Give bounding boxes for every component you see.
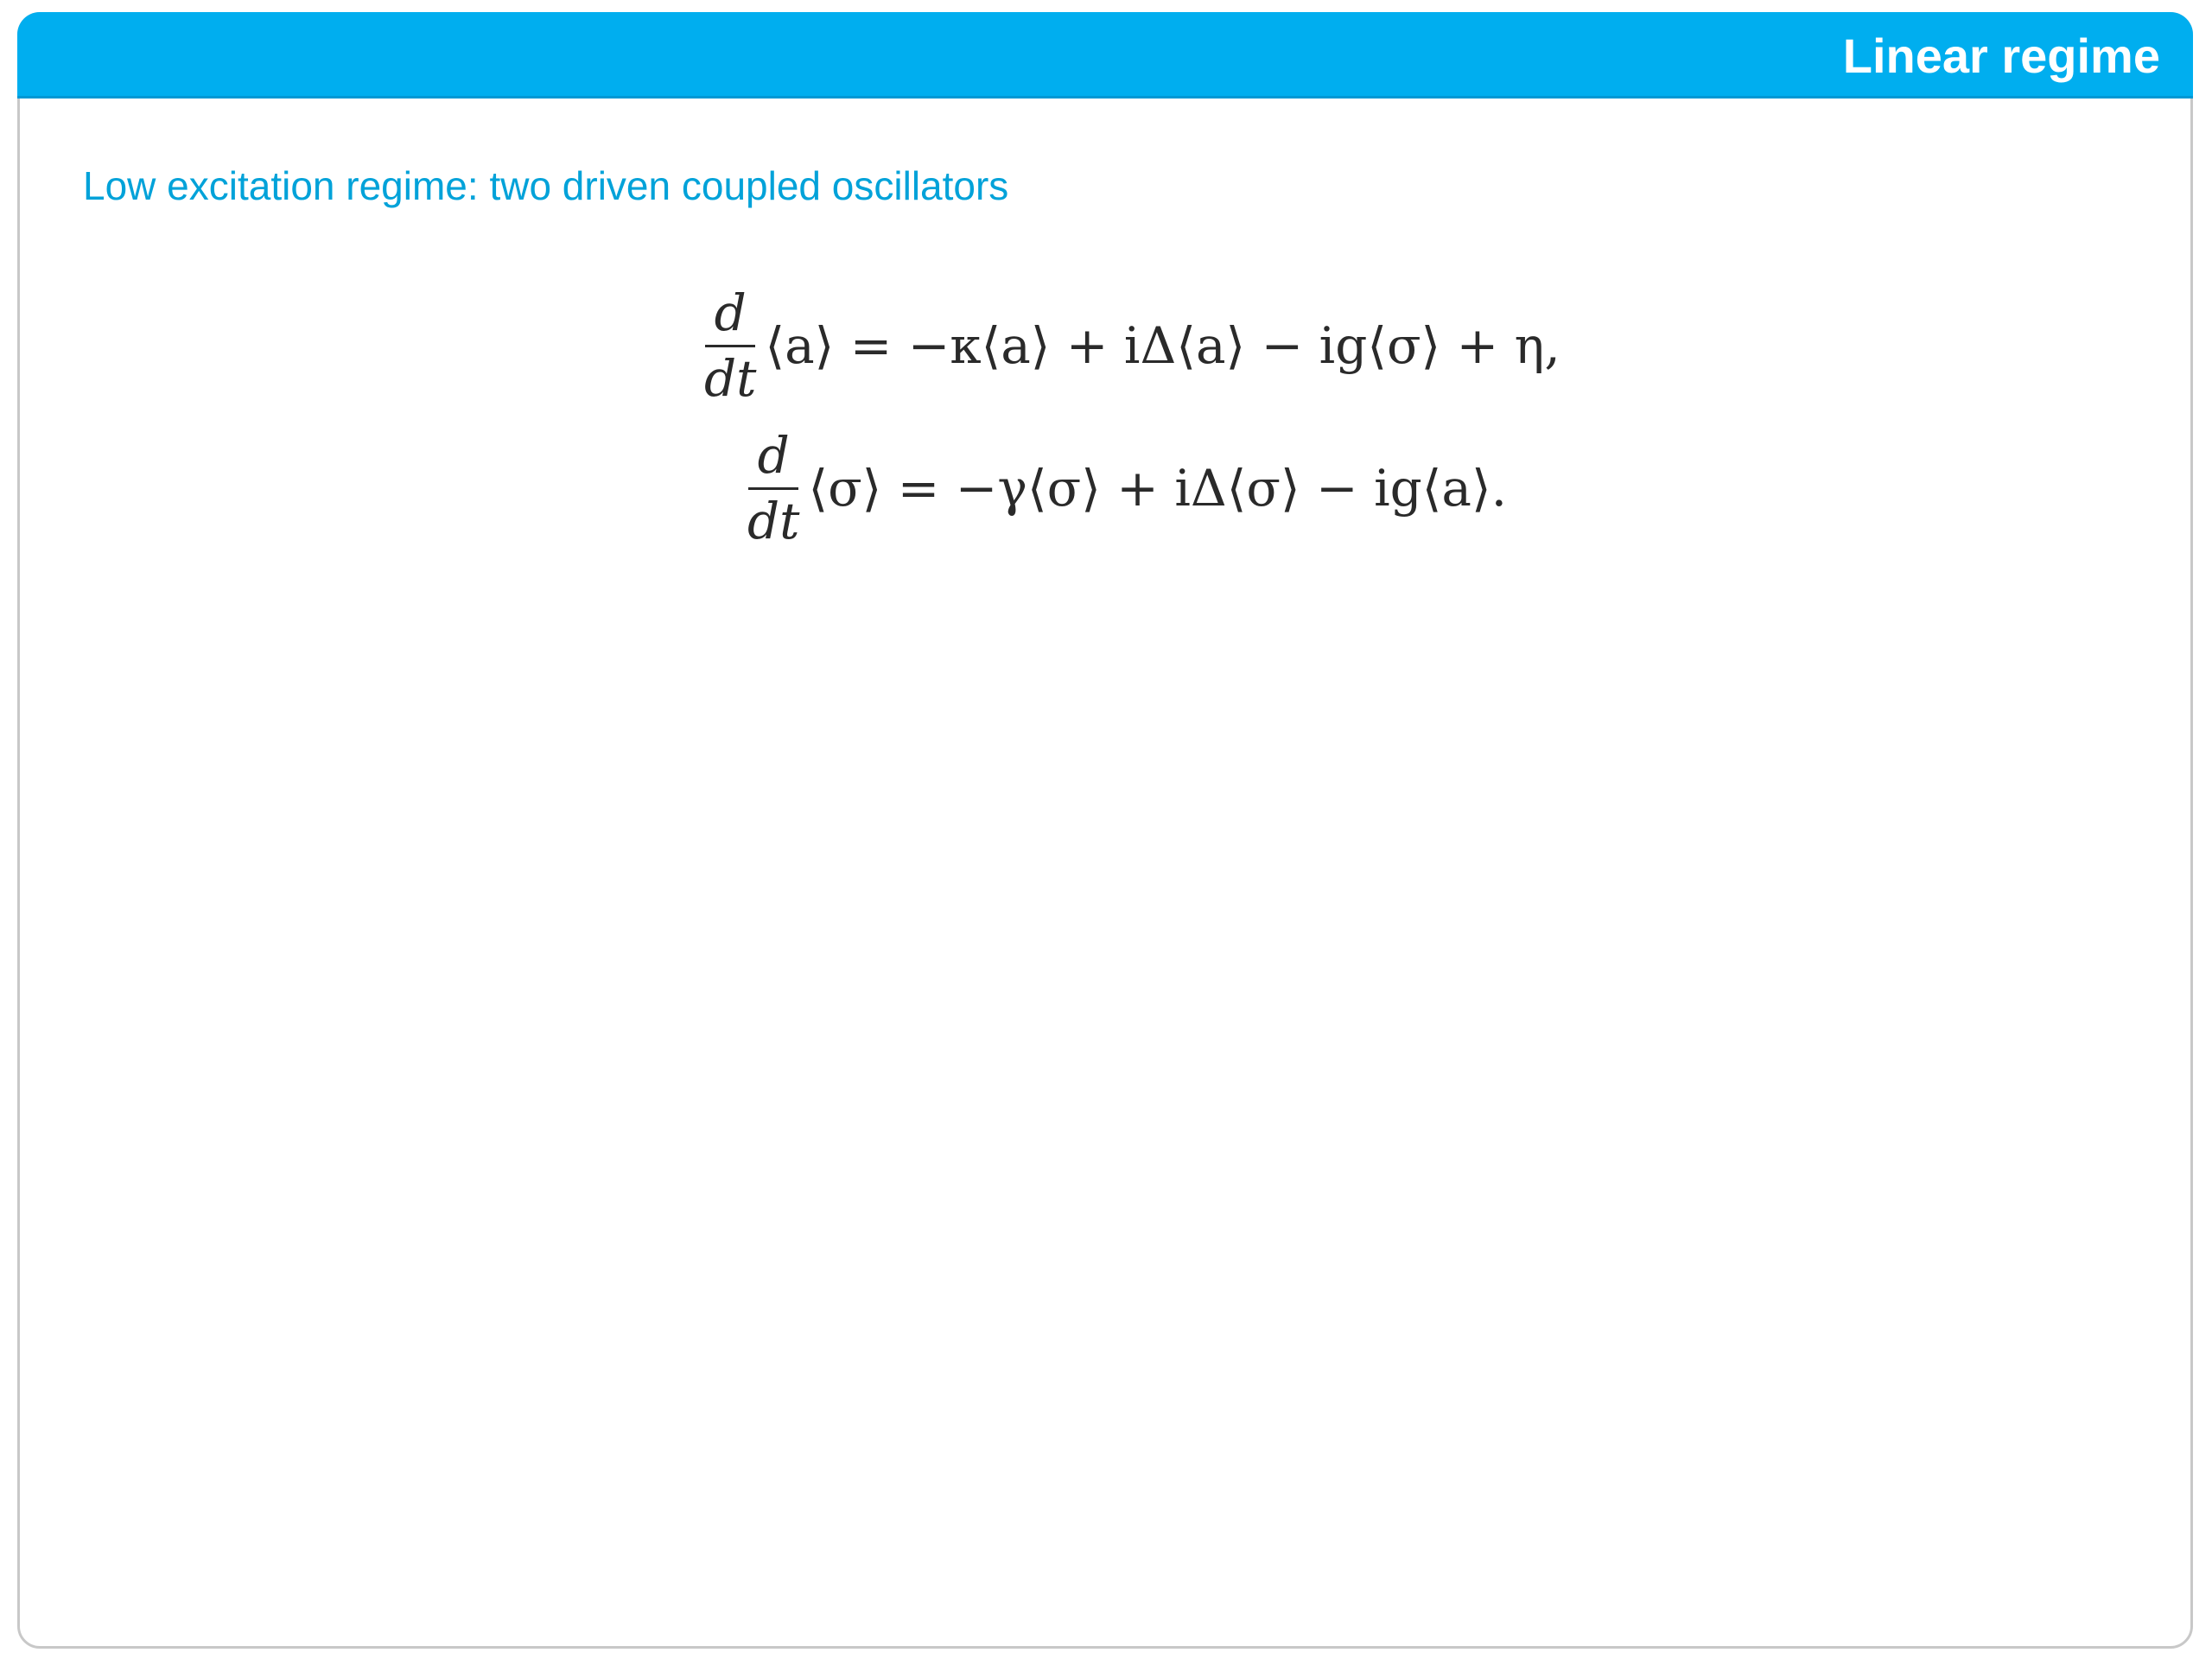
derivative-fraction xyxy=(747,425,800,550)
fraction-denominator: dt xyxy=(704,348,757,408)
equation-1 xyxy=(704,276,1560,415)
slide-title: Linear regime xyxy=(1842,29,2160,83)
fraction-numerator: d xyxy=(757,425,790,485)
title-bar xyxy=(17,12,2193,99)
slide-frame xyxy=(17,12,2193,1649)
slide-subtitle: Low excitation regime: two driven coupled oscillators xyxy=(83,163,1009,208)
derivative-fraction xyxy=(704,283,757,408)
equation-2 xyxy=(747,419,1507,557)
fraction-bar xyxy=(748,487,798,490)
fraction-numerator: d xyxy=(714,283,747,342)
fraction-denominator: dt xyxy=(747,491,800,550)
equation-rhs: ⟨σ⟩ = −γ⟨σ⟩ + iΔ⟨σ⟩ − ig⟨a⟩. xyxy=(808,459,1508,518)
equation-rhs: ⟨a⟩ = −κ⟨a⟩ + iΔ⟨a⟩ − ig⟨σ⟩ + η, xyxy=(765,316,1560,375)
fraction-bar xyxy=(705,345,755,347)
